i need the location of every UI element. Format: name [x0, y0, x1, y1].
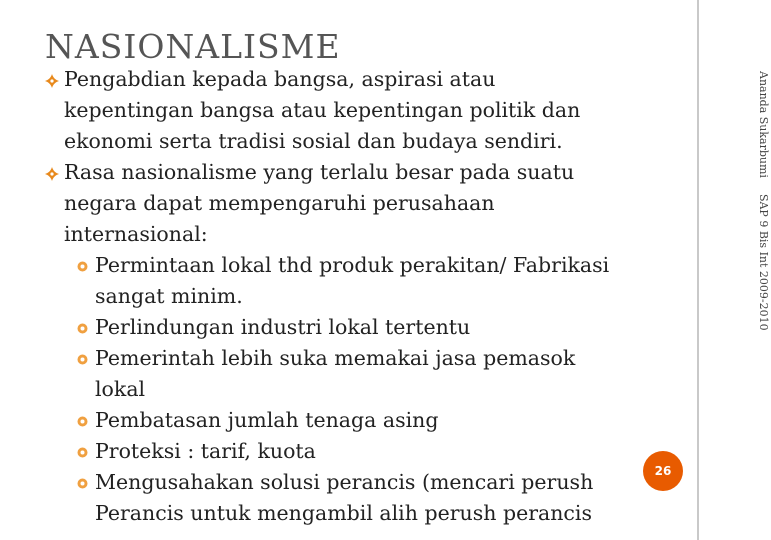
ornament-bullet-icon — [77, 354, 88, 365]
bullet-text: Pemerintah lebih suka memakai jasa pemasok lokal — [95, 346, 576, 401]
bullet-item — [44, 157, 619, 250]
sub-bullet-item — [44, 436, 619, 467]
side-course: SAP 9 Bis Int 2009-2010 — [757, 193, 770, 331]
fleuron-bullet-icon — [45, 167, 59, 181]
bullet-text: Permintaan lokal thd produk perakitan/ Fabrikasi sangat minim. — [95, 253, 610, 308]
ornament-bullet-icon — [77, 478, 88, 489]
slide-title: NASIONALISME — [45, 27, 341, 66]
sub-bullet-item — [44, 343, 619, 405]
ornament-bullet-icon — [77, 447, 88, 458]
sub-bullet-item — [44, 405, 619, 436]
side-footer — [755, 71, 771, 331]
page-number-badge: 26 — [643, 451, 683, 491]
bullet-text: Pembatasan jumlah tenaga asing — [95, 408, 439, 432]
ornament-bullet-icon — [77, 261, 88, 272]
vertical-rule — [697, 0, 699, 540]
bullet-list — [44, 64, 619, 529]
bullet-text: Pengabdian kepada bangsa, aspirasi atau kepentingan bangsa atau kepentingan politik dan ekonomi serta tradisi sosial dan budaya sendiri. — [64, 67, 581, 153]
side-author: Ananda Sukarbumi — [757, 71, 770, 178]
sub-bullet-item — [44, 467, 619, 529]
fleuron-bullet-icon — [45, 74, 59, 88]
sub-bullet-item — [44, 250, 619, 312]
ornament-bullet-icon — [77, 416, 88, 427]
bullet-item — [44, 64, 619, 157]
bullet-text: Proteksi : tarif, kuota — [95, 439, 316, 463]
bullet-text: Perlindungan industri lokal tertentu — [95, 315, 471, 339]
bullet-text: Mengusahakan solusi perancis (mencari perush Perancis untuk mengambil alih perush perancis — [95, 470, 594, 525]
bullet-text: Rasa nasionalisme yang terlalu besar pada suatu negara dapat mempengaruhi perusahaan internasional: — [64, 160, 575, 246]
sub-bullet-item — [44, 312, 619, 343]
ornament-bullet-icon — [77, 323, 88, 334]
